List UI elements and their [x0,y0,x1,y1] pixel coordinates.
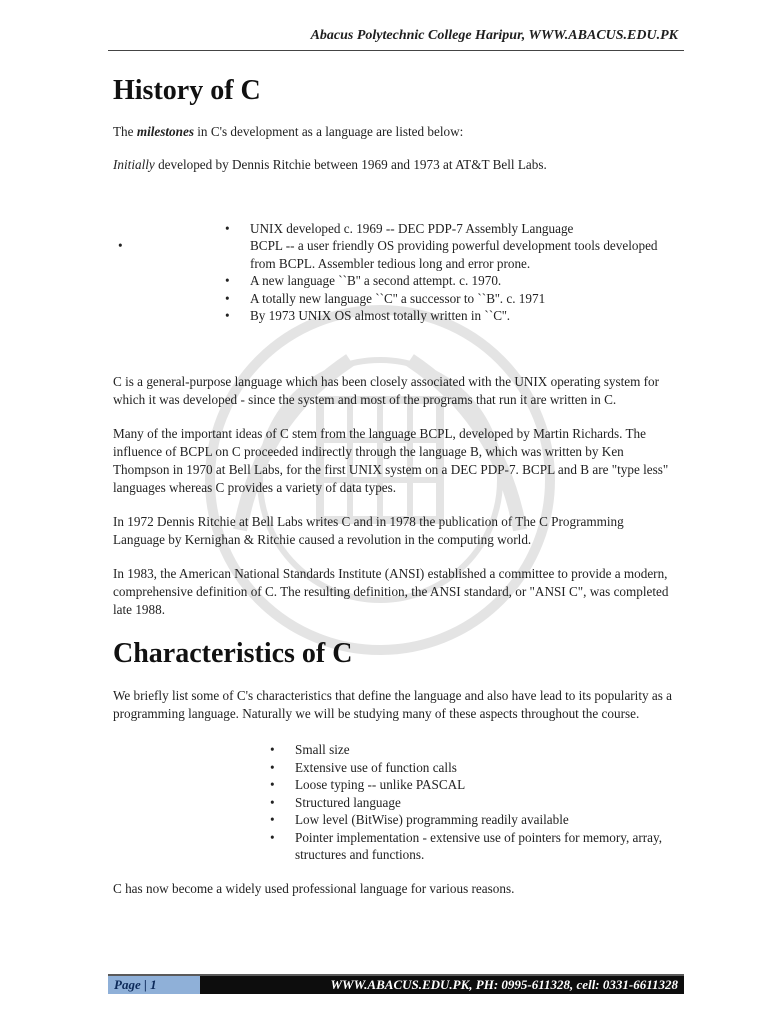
list-item: • Pointer implementation - extensive use of pointers for memory, array, structures and functions. [265,829,678,864]
list-item: • Extensive use of function calls [265,759,678,777]
history-intro: The milestones in C's development as a language are listed below: [113,123,464,139]
history-heading: History of C [113,75,261,106]
header-rule [108,50,684,51]
page-number: Page | 1 [108,976,200,994]
list-item: • BCPL -- a user friendly OS providing powerful development tools developed from BCPL. Assembler tedious long and error prone. [113,237,678,272]
header-title: Abacus Polytechnic College Haripur, WWW.ABACUS.EDU.PK [310,28,678,43]
characteristics-intro: We briefly list some of C's characteristics that define the language and also have lead to its popularity as a programming language. Naturally we will be studying many of these aspects throughout the course. [113,688,673,722]
history-paragraph-4: In 1983, the American National Standards Institute (ANSI) established a committee to provide a modern, comprehensive definition of C. The resulting definition, the ANSI standard, or "ANSI C", was completed late 1988. [113,565,669,617]
characteristics-closing: C has now become a widely used professional language for various reasons. [113,880,515,896]
characteristics-heading: Characteristics of C [113,637,353,669]
list-item: • A new language ``B'' a second attempt. c. 1970. [220,272,678,290]
history-paragraph-3: In 1972 Dennis Ritchie at Bell Labs writes C and in 1978 the publication of The C Programming Language by Kernighan & Ritchie caused a revolution in the computing world. [113,513,624,547]
list-item: • A totally new language ``C'' a successor to ``B''. c. 1971 [220,290,678,308]
characteristics-list [113,741,678,864]
list-item: • Low level (BitWise) programming readily available [265,811,678,829]
footer-contact: WWW.ABACUS.EDU.PK, PH: 0995-611328, cell: 0331-6611328 [330,977,678,992]
history-paragraph-1: C is a general-purpose language which has been closely associated with the UNIX operating system for which it was developed - since the system and most of the programs that run it are written in C. [113,373,660,407]
list-item: • Structured language [265,794,678,812]
list-item: • By 1973 UNIX OS almost totally written in ``C''. [220,307,678,325]
list-item: • Small size [265,741,678,759]
list-item: • UNIX developed c. 1969 -- DEC PDP-7 Assembly Language [220,220,678,238]
page-content [113,70,678,898]
history-initial-note: Initially developed by Dennis Ritchie between 1969 and 1973 at AT&T Bell Labs. [113,156,547,172]
footer-bar [108,974,684,994]
milestone-list [113,220,678,325]
list-item: • Loose typing -- unlike PASCAL [265,776,678,794]
history-paragraph-2: Many of the important ideas of C stem from the language BCPL, developed by Martin Richards. The influence of BCPL on C proceeded indirectly through the language B, which was written by Ken Thompson in 1970 at Bell Labs, for the first UNIX system on a DEC PDP-7. BCPL and B are "type less" languages whereas C provides a variety of data types. [113,425,669,495]
